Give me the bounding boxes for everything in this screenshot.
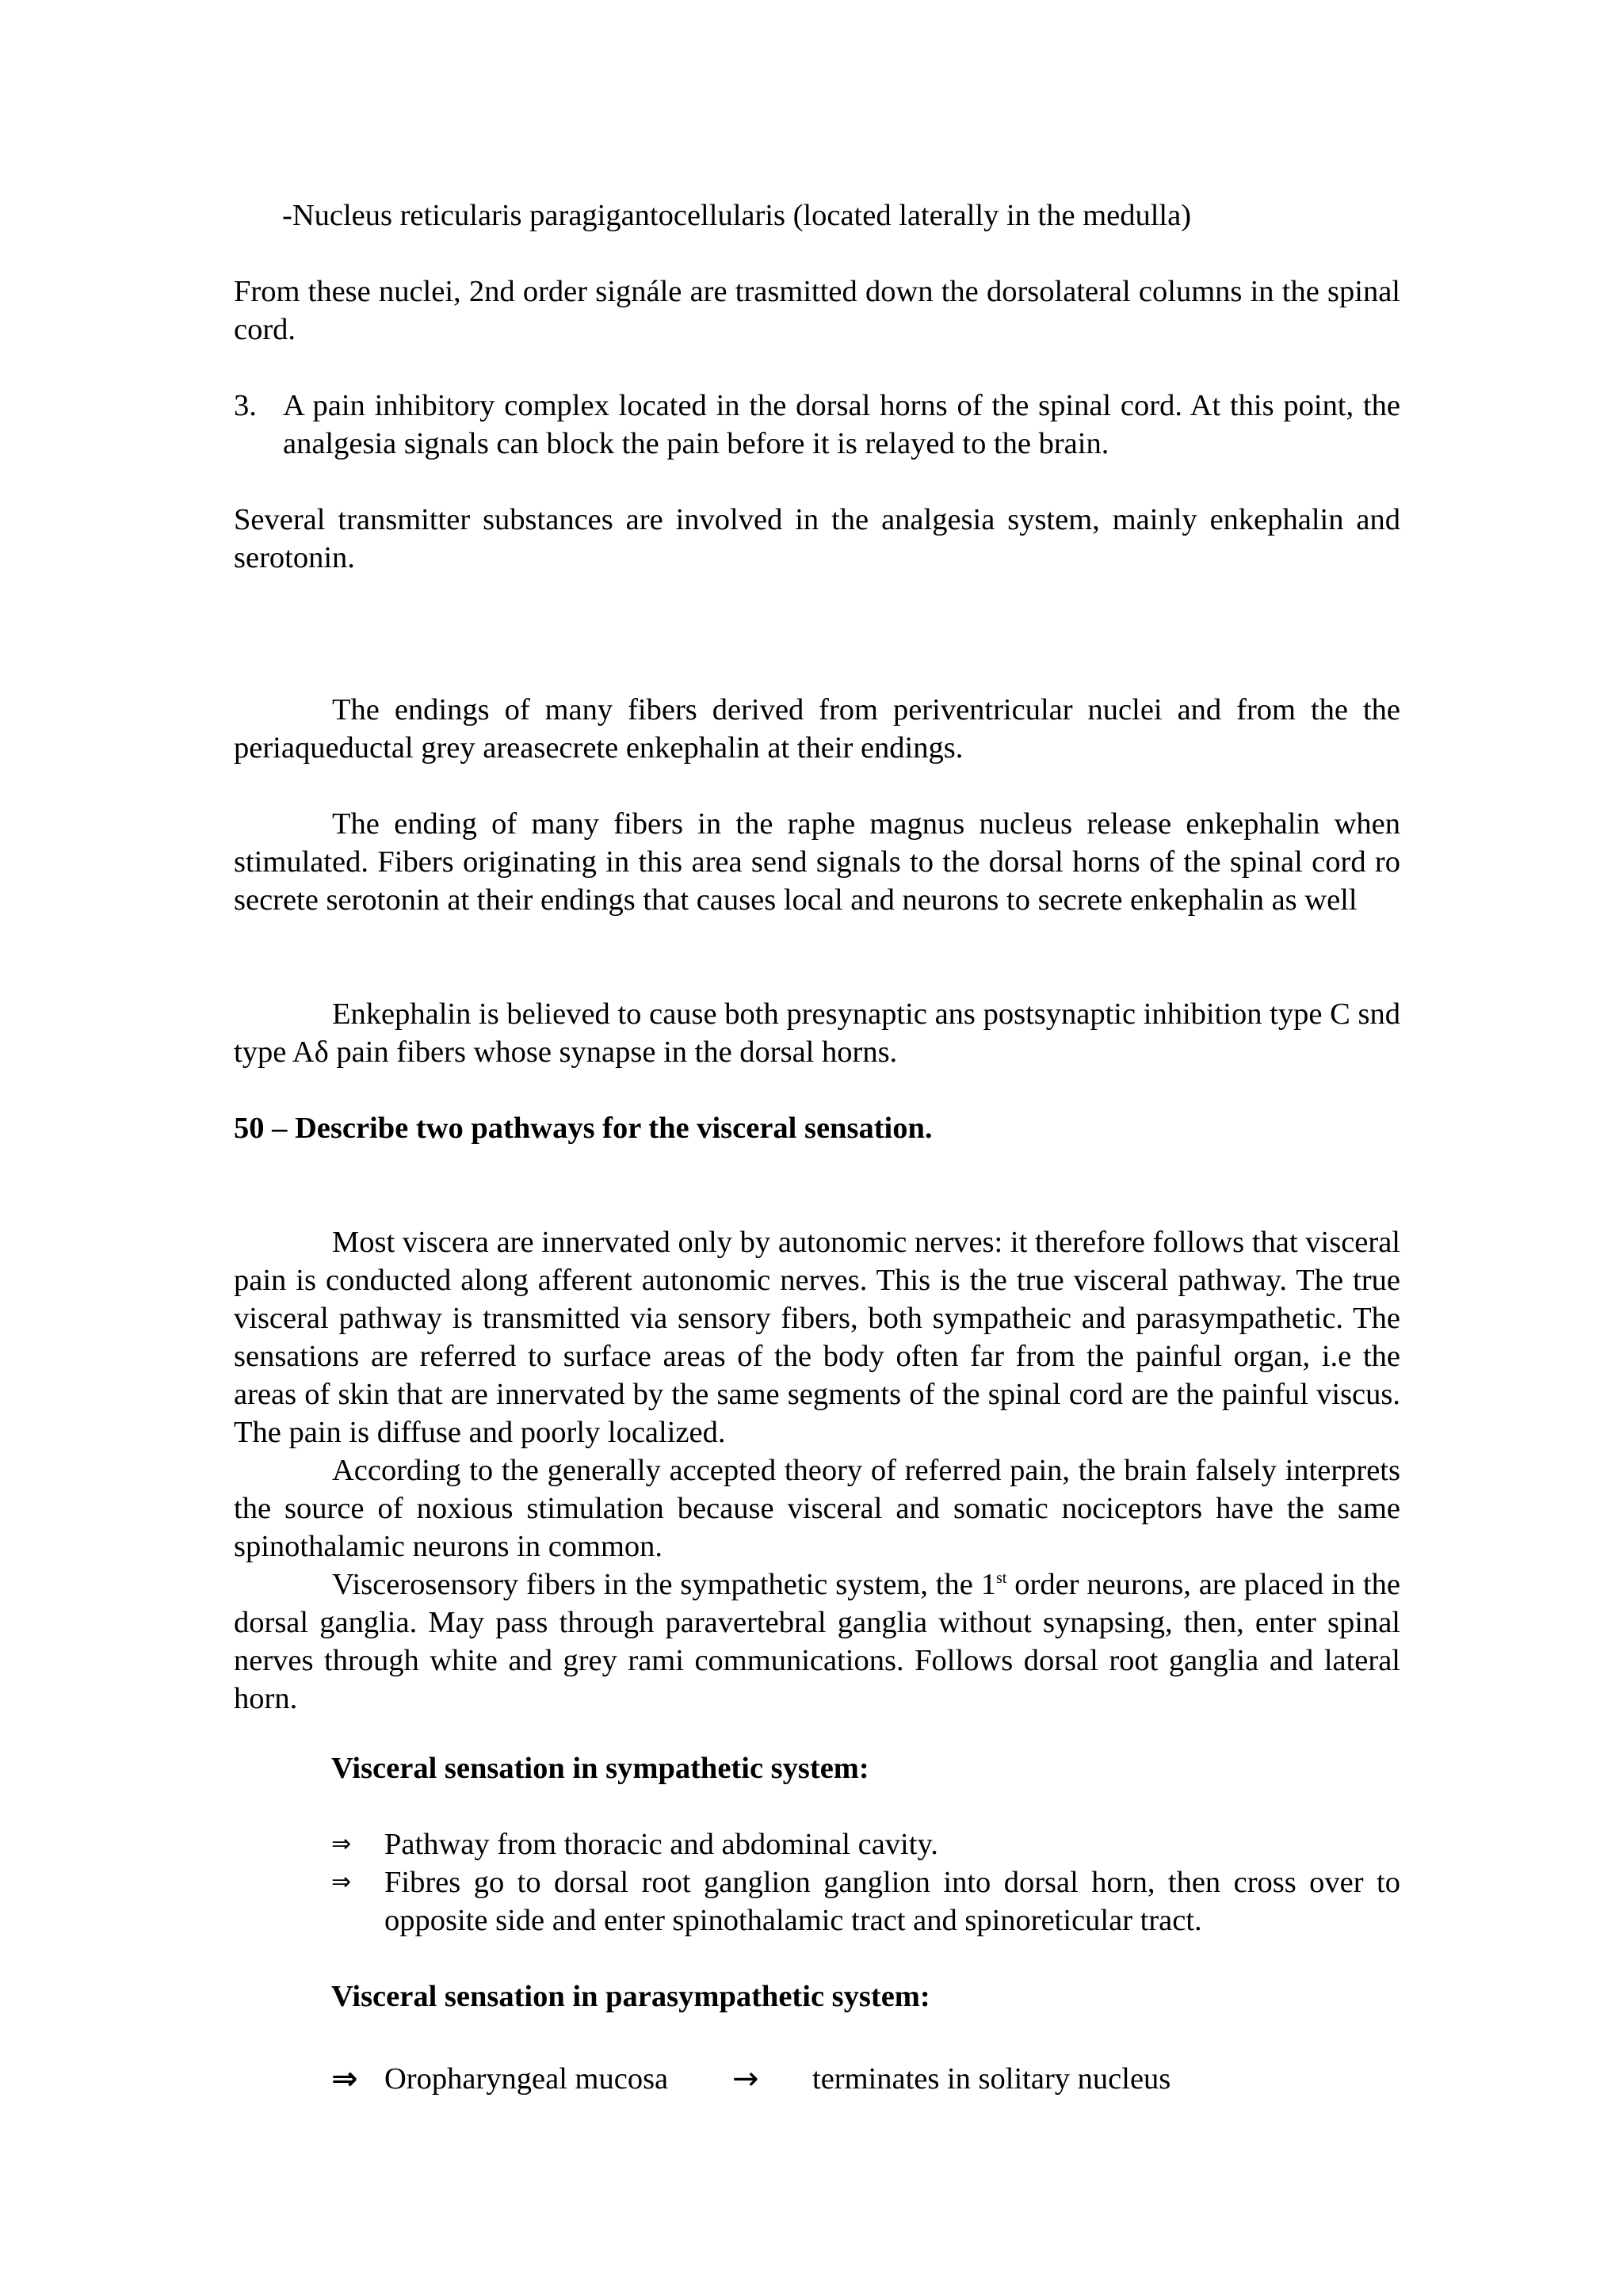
item-text: A pain inhibitory complex located in the dorsal horns of the spinal cord. At this point, the analgesia signals can block the pain before it is relayed to the brain.: [283, 389, 1400, 460]
viscerosensory-paragraph: [234, 1566, 1400, 1718]
bullet-text: Fibres go to dorsal root ganglion ganglion into dorsal horn, then cross over to opposite side and enter spinothalamic tract and spinoreticular tract.: [384, 1866, 1400, 1937]
viscero-text-end: order neurons, are placed in the dorsal ganglia. May pass through paravertebral ganglia without synapsing, then, enter spinal nerves through white and grey rami communications. Follows dorsal root ganglia and lateral horn.: [234, 1568, 1401, 1715]
sympathetic-bullet-1: [331, 1825, 1400, 1863]
flow-source: Oropharyngeal mucosa: [384, 2062, 669, 2096]
transmitter-paragraph: Several transmitter substances are involved in the analgesia system, mainly enkephalin and serotonin.: [234, 503, 1400, 574]
endings-paragraph: The endings of many fibers derived from periventricular nuclei and from the the periaqueductal grey areasecrete enkephalin at their endings.: [234, 693, 1400, 765]
sympathetic-heading: Visceral sensation in sympathetic system:: [331, 1752, 869, 1785]
sympathetic-bullet-2: [331, 1863, 1400, 1939]
parasympathetic-flow-row: [331, 2060, 1400, 2098]
nucleus-line: -Nucleus reticularis paragigantocellularis (located laterally in the medulla): [282, 199, 1192, 232]
raphe-paragraph: The ending of many fibers in the raphe magnus nucleus release enkephalin when stimulated. Fibers originating in this area send signals to the dorsal horns of the spinal cord ro secrete serotonin at their endings that causes local and neurons to secrete enkephalin as well: [234, 807, 1400, 917]
viscera-paragraph: Most viscera are innervated only by autonomic nerves: it therefore follows that visceral pain is conducted along afferent autonomic nerves. This is the true visceral pathway. The true visceral pathway is transmitted via sensory fibers, both sympatheic and parasympathetic. The sensations are referred to surface areas of the body often far from the painful organ, i.e the areas of skin that are innervated by the same segments of the spinal cord are the painful viscus. The pain is diffuse and poorly localized.: [234, 1226, 1400, 1449]
viscero-text-start: Viscerosensory fibers in the sympathetic system, the 1: [332, 1568, 996, 1601]
parasympathetic-heading: Visceral sensation in parasympathetic system:: [331, 1980, 930, 2013]
right-arrow-icon: →: [732, 2061, 759, 2097]
bullet-text: Pathway from thoracic and abdominal cavity.: [384, 1828, 938, 1861]
implies-arrow-icon: ⇒: [331, 1868, 352, 1896]
numbered-item-3: [234, 387, 1400, 463]
from-nuclei-paragraph: From these nuclei, 2nd order signále are trasmitted down the dorsolateral columns in the spinal cord.: [234, 275, 1400, 346]
enkephalin-paragraph: Enkephalin is believed to cause both presynaptic ans postsynaptic inhibition type C snd type Aδ pain fibers whose synapse in the dorsal horns.: [234, 997, 1400, 1069]
theory-paragraph: According to the generally accepted theory of referred pain, the brain falsely interprets the source of noxious stimulation because visceral and somatic nociceptors have the same spinothalamic neurons in common.: [234, 1454, 1400, 1563]
implies-arrow-icon: ⇒: [331, 1830, 352, 1858]
item-number: 3.: [234, 389, 257, 422]
question-heading: 50 – Describe two pathways for the visceral sensation.: [234, 1112, 933, 1145]
flow-target: terminates in solitary nucleus: [812, 2062, 1171, 2096]
ordinal-superscript: st: [995, 1569, 1007, 1587]
implies-arrow-icon: ⇒: [331, 2061, 358, 2097]
visceral-body: [234, 1223, 1400, 1718]
